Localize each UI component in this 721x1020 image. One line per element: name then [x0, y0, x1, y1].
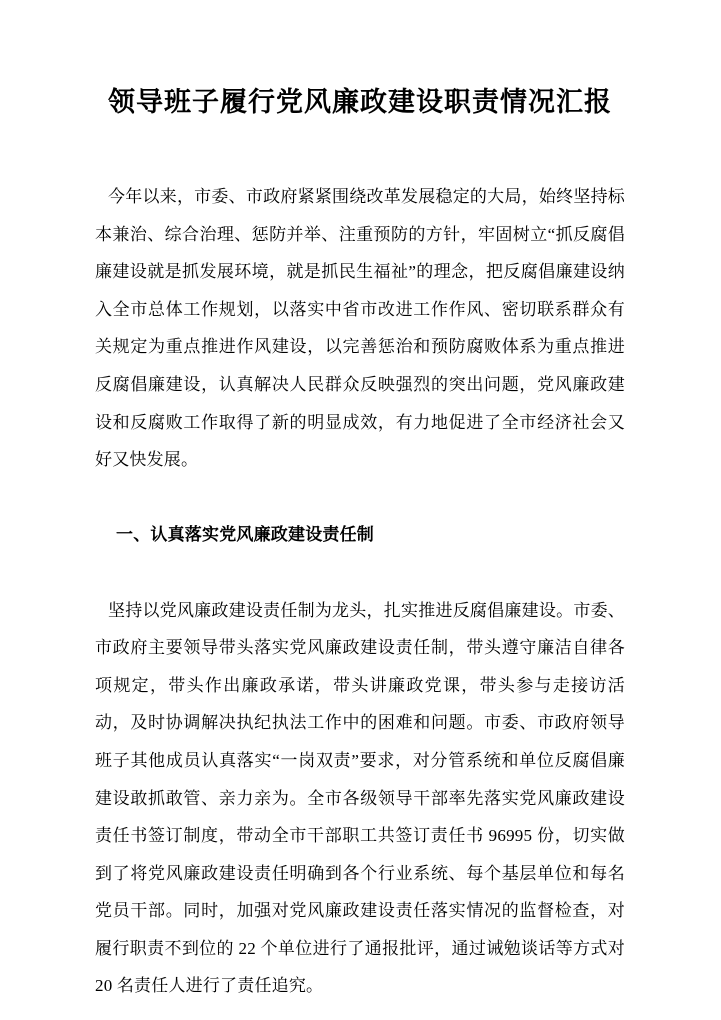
- paragraph-section-1: 坚持以党风廉政建设责任制为龙头，扎实推进反腐倡廉建设。市委、市政府主要领导带头落实党风廉政建设责任制，带头遵守廉洁自律各项规定，带头作出廉政承诺，带头讲廉政党课，带头参与走接访活动，及时协调解决执纪执法工作中的困难和问题。市委、市政府领导班子其他成员认真落实“一岗双责”要求，对分管系统和单位反腐倡廉建设敢抓敢管、亲力亲为。全市各级领导干部率先落实党风廉政建设责任书签订制度，带动全市干部职工共签订责任书 96995 份，切实做到了将党风廉政建设责任明确到各个行业系统、每个基层单位和每名党员干部。同时，加强对党风廉政建设责任落实情况的监督检查，对履行职责不到位的 22 个单位进行了通报批评，通过诫勉谈话等方式对 20 名责任人进行了责任追究。: [95, 600, 625, 996]
- document-title: 领导班子履行党风廉政建设职责情况汇报: [108, 87, 612, 117]
- paragraph-intro: 今年以来，市委、市政府紧紧围绕改革发展稳定的大局，始终坚持标本兼治、综合治理、惩防并举、注重预防的方针，牢固树立“抓反腐倡廉建设就是抓发展环境，就是抓民生福祉”的理念，把反腐倡廉建设纳入全市总体工作规划，以落实中省市改进工作作风、密切联系群众有关规定为重点推进作风建设，以完善惩治和预防腐败体系为重点推进反腐倡廉建设，认真解决人民群众反映强烈的突出问题，党风廉政建设和反腐败工作取得了新的明显成效，有力地促进了全市经济社会又好又快发展。: [95, 187, 625, 470]
- section-heading-1: 一、认真落实党风廉政建设责任制: [116, 525, 374, 545]
